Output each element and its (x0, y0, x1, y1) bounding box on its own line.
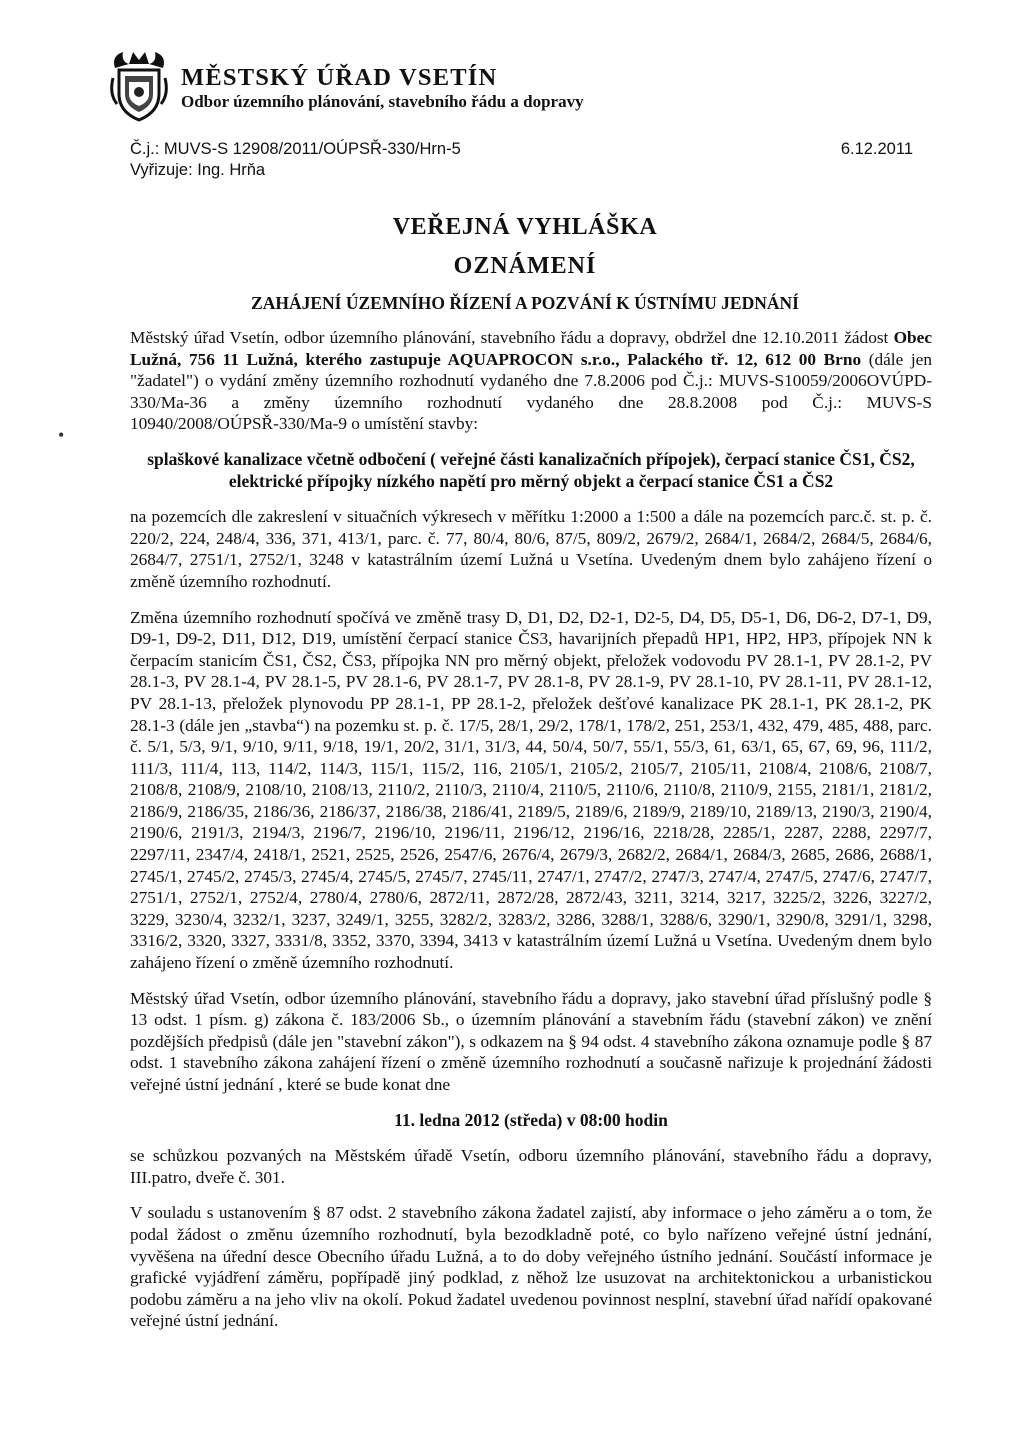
department-name: Odbor územního plánování, stavebního řádu a dopravy (181, 92, 584, 111)
paragraph-application (130, 327, 932, 435)
office-name: MĚSTSKÝ ÚŘAD VSETÍN (181, 64, 498, 91)
application-details: (dále jen "žadatel") o vydání změny územního rozhodnutí vydaného dne 7.8.2006 pod Č.j.: MUVS-S10059/2006OVÚPD-330/Ma-36 a změny územního rozhodnutí vydaného dne 28.8.2008 pod Č.j.: MUVS-S 10940/2008/OÚPSŘ-330/Ma-9 o umístění stavby: (130, 349, 932, 434)
document-body (130, 327, 932, 1346)
paragraph-legal-basis: Městský úřad Vsetín, odbor územního plánování, stavebního řádu a dopravy, jako stavební úřad příslušný podle § 13 odst. 1 písm. g) zákona č. 183/2006 Sb., o územním plánování a stavebním řádu (stavební zákon) ve znění pozdějších předpisů (dále jen "stavební zákon"), s odkazem na § 94 odst. 4 stavebního zákona oznamuje podle § 87 odst. 1 stavebního zákona zahájení řízení o změně územního rozhodnutí a současně nařizuje k projednání žádosti veřejné ústní jednání , které se bude konat dne (130, 988, 932, 1094)
town-crest-icon (105, 48, 173, 124)
paragraph-meeting-location: se schůzkou pozvaných na Městském úřadě Vsetín, odboru územního plánování, stavebního řádu a dopravy, III.patro, dveře č. 301. (130, 1146, 932, 1187)
title-announcement: OZNÁMENÍ (453, 253, 597, 279)
letterhead (105, 48, 584, 124)
paragraph-applicant-duty: V souladu s ustanovením § 87 odst. 2 stavebního zákona žadatel zajistí, aby informace o jeho záměru a o tom, že podal žádost o změnu územního rozhodnutí, byla bezodkladně poté, co bylo nařízeno veřejné ústní jednání, vyvěšena na úřední desce Obecního úřadu Lužná, a to do doby veřejného ústního jednání. Součástí informace je grafické vyjádření záměru, popřípadě jiný podklad, z něhož lze usuzovat na architektonickou a urbanistickou podobu záměru a na jeho vliv na okolí. Pokud žadatel uvedenou povinnost nesplní, stavební úřad nařídí opakované veřejné ústní jednání. (130, 1203, 932, 1331)
paragraph-land-parcels: na pozemcích dle zakreslení v situačních výkresech v měřítku 1:2000 a 1:500 a dále na pozemcích parc.č. st. p. č. 220/2, 224, 248/4, 336, 371, 413/1, parc. č. 77, 80/4, 80/6, 87/5, 809/2, 2679/2, 2684/1, 2684/2, 2684/5, 2684/6, 2684/7, 2751/1, 2752/1, 3248 v katastrálním území Lužná u Vsetína. Uvedeným dnem bylo zahájeno řízení o změně územního rozhodnutí. (130, 507, 932, 591)
title-subject: ZAHÁJENÍ ÚZEMNÍHO ŘÍZENÍ A POZVÁNÍ K ÚSTNÍMU JEDNÁNÍ (251, 293, 799, 313)
reference-block (130, 139, 461, 181)
project-description: splaškové kanalizace včetně odbočení ( veřejné části kanalizačních přípojek), čerpací stanice ČS1, ČS2, elektrické přípojky nízkého napětí pro měrný objekt a čerpací stanice ČS1 a ČS2 (147, 448, 915, 491)
paragraph-change-description: Změna územního rozhodnutí spočívá ve změně trasy D, D1, D2, D2-1, D2-5, D4, D5, D5-1, D6, D6-2, D7-1, D9, D9-1, D9-2, D11, D12, D19, umístění čerpací stanice ČS3, havarijních přepadů HP1, HP2, HP3, přípojek NN k čerpacím stanicím ČS1, ČS2, ČS3, přípojka NN pro měrný objekt, přeložek vodovodu PV 28.1-1, PV 28.1-2, PV 28.1-3, PV 28.1-4, PV 28.1-5, PV 28.1-6, PV 28.1-7, PV 28.1-8, PV 28.1-9, PV 28.1-10, PV 28.1-11, PV 28.1-12, PV 28.1-13, přeložek plynovodu PP 28.1-1, PP 28.1-2, přeložek dešťové kanalizace PK 28.1-1, PK 28.1-2, PK 28.1-3 (dále jen „stavba“) na pozemku st. p. č. 17/5, 28/1, 29/2, 178/1, 178/2, 251, 253/1, 432, 479, 485, 488, parc. č. 5/1, 5/3, 9/1, 9/10, 9/11, 9/18, 19/1, 20/2, 31/1, 31/3, 44, 50/4, 50/7, 55/1, 55/3, 61, 63/1, 65, 67, 69, 96, 111/2, 111/3, 111/4, 113, 114/2, 114/3, 115/1, 115/2, 116, 2105/1, 2105/2, 2105/7, 2105/11, 2108/4, 2108/6, 2108/7, 2108/8, 2108/9, 2108/10, 2108/13, 2110/2, 2110/3, 2110/4, 2110/5, 2110/6, 2110/8, 2110/9, 2155, 2181/1, 2181/2, 2186/9, 2186/35, 2186/36, 2186/37, 2186/38, 2186/41, 2189/5, 2189/6, 2189/9, 2189/10, 2189/13, 2190/3, 2190/4, 2190/6, 2191/3, 2194/3, 2196/7, 2196/10, 2196/11, 2196/12, 2196/16, 2218/28, 2285/1, 2287, 2288, 2297/7, 2297/11, 2347/4, 2418/1, 2521, 2525, 2526, 2547/6, 2676/4, 2679/3, 2682/2, 2684/1, 2684/3, 2685, 2686, 2688/1, 2745/1, 2745/2, 2745/3, 2745/4, 2745/5, 2745/7, 2745/11, 2747/1, 2747/2, 2747/3, 2747/4, 2747/5, 2747/6, 2747/7, 2751/1, 2752/1, 2752/4, 2780/4, 2780/6, 2872/11, 2872/28, 2872/43, 3211, 3214, 3217, 3225/2, 3226, 3227/2, 3229, 3230/4, 3232/1, 3237, 3249/1, 3255, 3282/2, 3283/2, 3286, 3288/1, 3288/6, 3290/1, 3290/8, 3291/1, 3298, 3316/2, 3320, 3327, 3331/8, 3352, 3370, 3394, 3413 v katastrálním území Lužná u Vsetína. Uvedeným dnem bylo zahájeno řízení o změně územního rozhodnutí. (130, 607, 932, 973)
meeting-date: 11. ledna 2012 (středa) v 08:00 hodin (394, 1109, 668, 1130)
applicant-name: Obec Lužná, 756 11 Lužná, kterého zastupuje AQUAPROCON s.r.o., Palackého tř. 12, 612 00 Brno (130, 328, 932, 369)
application-intro: Městský úřad Vsetín, odbor územního plánování, stavebního řádu a dopravy, obdržel dne 12.10.2011 žádost (130, 328, 894, 347)
office-block (181, 48, 584, 112)
document-date: 6.12.2011 (840, 140, 913, 158)
stray-mark: • (58, 425, 65, 445)
handled-by: Vyřizuje: Ing. Hrňa (130, 161, 266, 179)
reference-number: Č.j.: MUVS-S 12908/2011/OÚPSŘ-330/Hrn-5 (130, 140, 461, 158)
title-public-notice: VEŘEJNÁ VYHLÁŠKA (392, 214, 658, 240)
